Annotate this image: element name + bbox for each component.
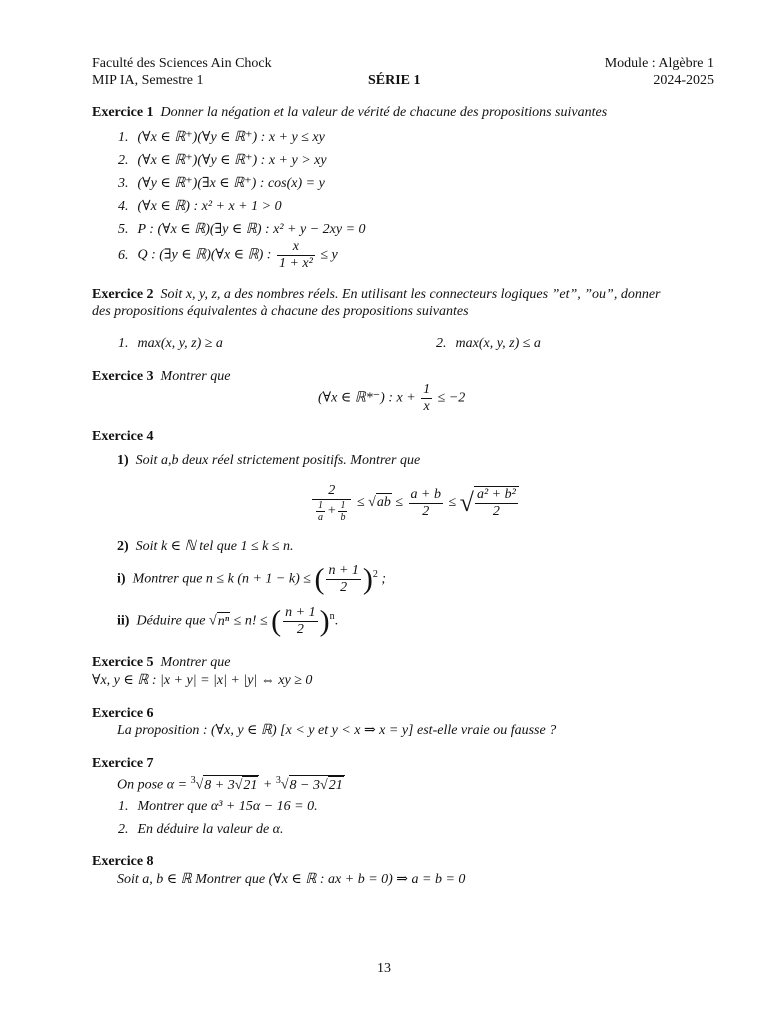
exercise-7-definition: On pose α = $^3$√8 + 3√21 + $^3$√8 − 3√21 (117, 775, 343, 793)
fraction: $\frac{x}{\text{1 + x²}}$ (278, 239, 313, 271)
exercise-2-item-1: 1. max(x, y, z) ≥ a (118, 336, 223, 351)
exercise-4-title: Exercice 4 (92, 429, 154, 444)
exercise-8-heading (92, 853, 154, 871)
exercise-4-inequality: 2 $\frac{1}{a}$ + $\frac{1}{b}$ ≤ √ab ≤ $\frac{a + b}{2}$ ≤ √ $\frac{\text{a² + b²}}{2}$ (310, 483, 519, 523)
header-program: MIP IA, Semestre 1 (92, 73, 204, 88)
arithmetic-mean: $\frac{a + b}{2}$ (410, 486, 441, 519)
exercise-5-formula: ∀x, y ∈ ℝ : |x + y| = |x| + |y| ⇔ xy ≥ 0 (92, 673, 313, 688)
exercise-7-item-2: 2. En déduire la valeur de α. (118, 822, 284, 837)
exercise-1-item-6: 6. Q : (∃y ∈ ℝ)(∀x ∈ ℝ) : $\frac{x}{\text{1 + x²}}$ ≤ y (118, 239, 338, 271)
exercise-1-item-3: 3. (∀y ∈ ℝ⁺)(∃x ∈ ℝ⁺) : cos(x) = y (118, 176, 325, 191)
exercise-1-heading (92, 104, 607, 122)
sqrt-ab: ab (376, 495, 391, 511)
exercise-4-heading (92, 428, 154, 446)
exercise-5-heading (92, 654, 230, 672)
exercise-7-item-1: 1. Montrer que α³ + 15α − 16 = 0. (118, 799, 318, 814)
exercise-2-instruction-line1: Soit x, y, z, a des nombres réels. En utilisant les connecteurs logiques ”et”, ”ou”, donner (160, 287, 661, 302)
exercise-2-heading (92, 286, 661, 304)
rms: $\frac{\text{a² + b²}}{2}$ (474, 486, 519, 520)
exercise-4-part-2-i: i) Montrer que n ≤ k (n + 1 − k) ≤ ( $\frac{n + 1}{2}$ )$^2$ ; (117, 562, 387, 596)
exercise-5-instruction: Montrer que (160, 655, 231, 670)
header-series: SÉRIE 1 (368, 73, 421, 88)
exercise-6-text: La proposition : (∀x, y ∈ ℝ) [x < y et y < x ⇒ x = y] est-elle vraie ou fausse ? (117, 723, 557, 738)
exercise-1-item-4: 4. (∀x ∈ ℝ) : x² + x + 1 > 0 (118, 199, 282, 214)
exercise-1-instruction: Donner la négation et la valeur de vérité de chacune des propositions suivantes (160, 105, 608, 120)
exercise-4-part-2: 2) Soit k ∈ ℕ tel que 1 ≤ k ≤ n. (117, 539, 294, 554)
exercise-2-title: Exercice 2 (92, 287, 154, 302)
exercise-7-heading (92, 755, 154, 773)
exercise-2-instruction-line2: des propositions équivalentes à chacune des propositions suivantes (92, 304, 469, 319)
exercise-2-item-2: 2. max(x, y, z) ≤ a (436, 336, 541, 351)
header-module: Module : Algèbre 1 (604, 56, 714, 71)
exercise-8-text: Soit a, b ∈ ℝ Montrer que (∀x ∈ ℝ : ax + b = 0) ⇒ a = b = 0 (117, 872, 466, 887)
exercise-3-heading (92, 368, 230, 386)
exercise-1-item-2: 2. (∀x ∈ ℝ⁺)(∀y ∈ ℝ⁺) : x + y > xy (118, 153, 327, 168)
exercise-6-title: Exercice 6 (92, 706, 154, 721)
header-year: 2024-2025 (653, 73, 714, 88)
exercise-8-title: Exercice 8 (92, 854, 154, 869)
exercise-4-part-2-ii: ii) Déduire que √nⁿ ≤ n! ≤ ( $\frac{n + 1}{2}$ )$^n$. (117, 604, 339, 638)
exercise-6-heading (92, 705, 154, 723)
exercise-7-title: Exercice 7 (92, 756, 154, 771)
harmonic-mean: 2 $\frac{1}{a}$ + $\frac{1}{b}$ (312, 483, 351, 523)
exercise-3-instruction: Montrer que (160, 369, 231, 384)
exercise-3-title: Exercice 3 (92, 369, 154, 384)
exercise-1-title: Exercice 1 (92, 105, 154, 120)
fraction: $\frac{1}{x}$ (423, 382, 431, 414)
exercise-4-part-1: 1) Soit a,b deux réel strictement positifs. Montrer que (117, 453, 421, 468)
header-faculty: Faculté des Sciences Ain Chock (92, 56, 272, 71)
exercise-1-item-1: 1. (∀x ∈ ℝ⁺)(∀y ∈ ℝ⁺) : x + y ≤ xy (118, 130, 325, 145)
page-number: 13 (377, 961, 391, 976)
exercise-5-title: Exercice 5 (92, 655, 154, 670)
exercise-1-item-5: 5. P : (∀x ∈ ℝ)(∃y ∈ ℝ) : x² + y − 2xy = 0 (118, 222, 366, 237)
exercise-3-formula: (∀x ∈ ℝ*⁻) : x + $\frac{1}{x}$ ≤ −2 (318, 382, 466, 414)
